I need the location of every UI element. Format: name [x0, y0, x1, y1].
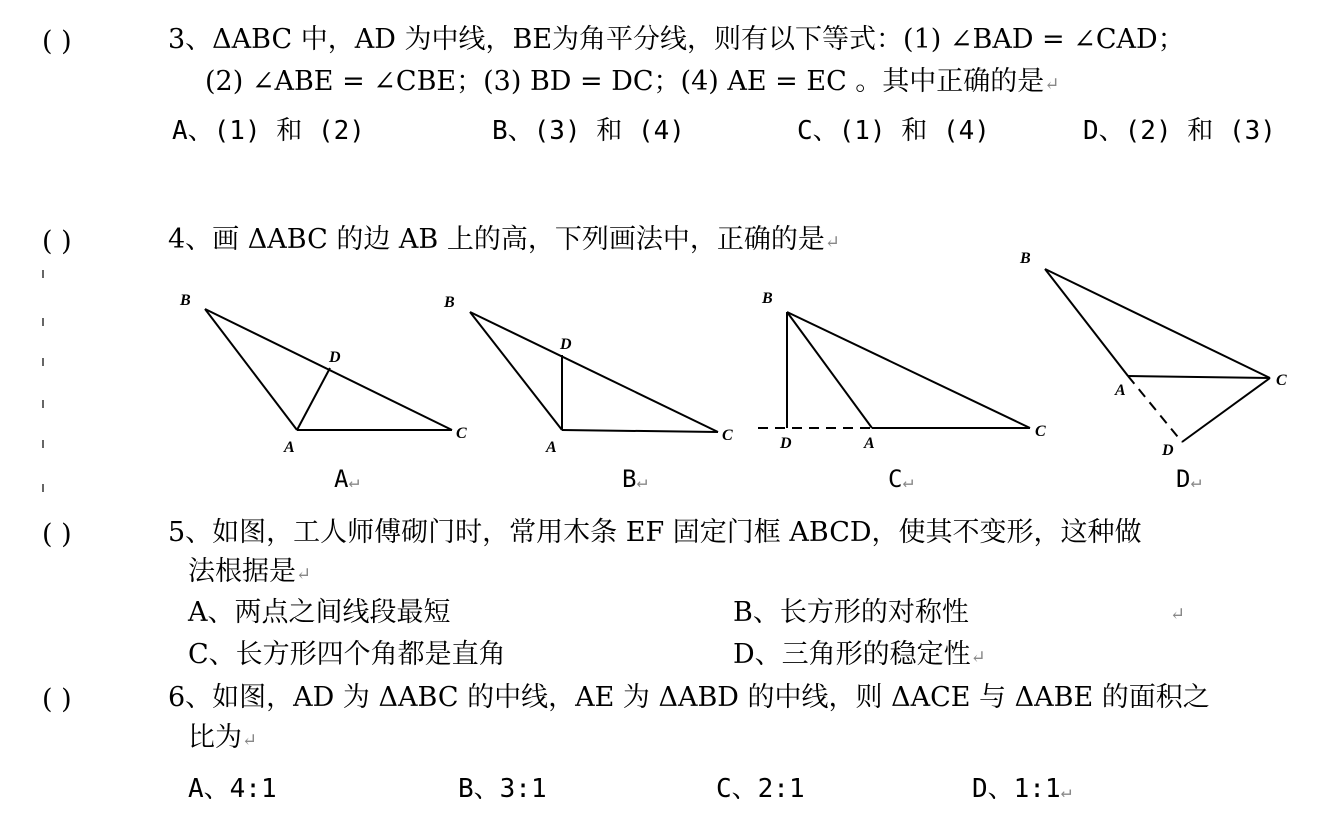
segment: [1128, 376, 1270, 378]
diagram-caption-a[interactable]: [334, 465, 359, 493]
segment: [1045, 269, 1270, 378]
caption-text: A: [334, 465, 349, 493]
segment: [470, 312, 562, 430]
option-b[interactable]: B、长方形的对称性: [733, 597, 969, 628]
question-line: 3、ΔABC 中，AD 为中线，BE为角平分线，则有以下等式：(1) ∠BAD = ∠CAD；: [168, 24, 1185, 55]
option-text: D、1:1: [972, 774, 1061, 804]
option-a[interactable]: A、4:1: [188, 774, 277, 804]
question-line: (2) ∠ABE = ∠CBE；(3) BD = DC；(4) AE = EC 。其中正确的是: [205, 66, 1045, 97]
answer-paren[interactable]: ( ): [42, 226, 72, 257]
segment: [205, 309, 297, 430]
return-mark: ↵: [296, 564, 312, 585]
segment: [787, 312, 872, 428]
point-label-b: B: [1020, 250, 1031, 267]
option-text: D、三角形的稳定性: [733, 639, 971, 670]
question-line: 4、画 ΔABC 的边 AB 上的高，下列画法中，正确的是: [168, 224, 825, 255]
diagram-caption-b[interactable]: [622, 465, 647, 493]
question-text: [188, 556, 311, 591]
option-d[interactable]: [733, 639, 986, 674]
return-mark: ↵: [1170, 604, 1186, 625]
option-d[interactable]: [972, 768, 1071, 805]
diagram-caption-d[interactable]: [1176, 465, 1201, 493]
point-label-b: B: [762, 290, 773, 307]
answer-paren[interactable]: ( ): [42, 519, 72, 550]
question-text: 5、如图，工人师傅砌门时，常用木条 EF 固定门框 ABCD，使其不变形，这种做: [168, 517, 1142, 548]
caption-text: D: [1176, 465, 1191, 493]
return-mark: ↵: [242, 730, 258, 751]
point-label-b: B: [180, 292, 191, 309]
point-label-c: C: [1035, 423, 1046, 440]
point-label-a: A: [864, 435, 875, 452]
option-c[interactable]: C、(1) 和 (4): [797, 116, 990, 146]
question-text: [188, 722, 257, 757]
diagram-b: [470, 312, 718, 432]
point-label-b: B: [444, 294, 455, 311]
option-c[interactable]: C、2:1: [716, 774, 805, 804]
return-mark: ↵: [902, 471, 914, 492]
dashed-height: [1128, 376, 1182, 442]
point-label-d: D: [329, 349, 341, 366]
point-label-c: C: [722, 427, 733, 444]
return-mark: ↵: [1060, 781, 1072, 802]
point-label-d: D: [560, 336, 572, 353]
return-mark: ↵: [1044, 74, 1060, 95]
option-b[interactable]: B、(3) 和 (4): [492, 116, 685, 146]
point-label-d: D: [1162, 442, 1174, 459]
option-d[interactable]: D、(2) 和 (3): [1083, 116, 1276, 146]
diagram-c: [758, 312, 1030, 428]
return-mark: ↵: [970, 647, 986, 668]
segment: [297, 368, 330, 430]
diagram-a: [205, 309, 452, 430]
diagram-caption-c[interactable]: [888, 465, 913, 493]
point-label-a: A: [546, 439, 557, 456]
segment: [1045, 269, 1128, 376]
point-label-a: A: [284, 439, 295, 456]
question-line: 法根据是: [188, 556, 296, 587]
return-mark: ↵: [348, 471, 360, 492]
option-b[interactable]: B、3:1: [458, 774, 547, 804]
diagram-d: [1045, 269, 1270, 442]
answer-paren[interactable]: ( ): [42, 684, 72, 715]
question-line: 比为: [188, 722, 242, 753]
point-label-a: A: [1115, 382, 1126, 399]
option-c[interactable]: C、长方形四个角都是直角: [188, 639, 506, 670]
point-label-d: D: [780, 435, 792, 452]
segment: [470, 312, 718, 432]
question-text: 6、如图，AD 为 ΔABC 的中线，AE 为 ΔABD 的中线，则 ΔACE 与 ΔABE 的面积之: [168, 682, 1210, 713]
return-mark: ↵: [1190, 471, 1202, 492]
return-mark: ↵: [824, 232, 840, 253]
option-a[interactable]: A、(1) 和 (2): [172, 116, 365, 146]
segment: [562, 430, 718, 432]
point-label-c: C: [1276, 372, 1287, 389]
return-mark: ↵: [636, 471, 648, 492]
segment: [1182, 378, 1270, 442]
answer-paren[interactable]: ( ): [42, 26, 72, 57]
option-a[interactable]: A、两点之间线段最短: [188, 597, 451, 628]
caption-text: B: [622, 465, 637, 493]
point-label-c: C: [456, 425, 467, 442]
caption-text: C: [888, 465, 903, 493]
segment: [787, 312, 1030, 428]
